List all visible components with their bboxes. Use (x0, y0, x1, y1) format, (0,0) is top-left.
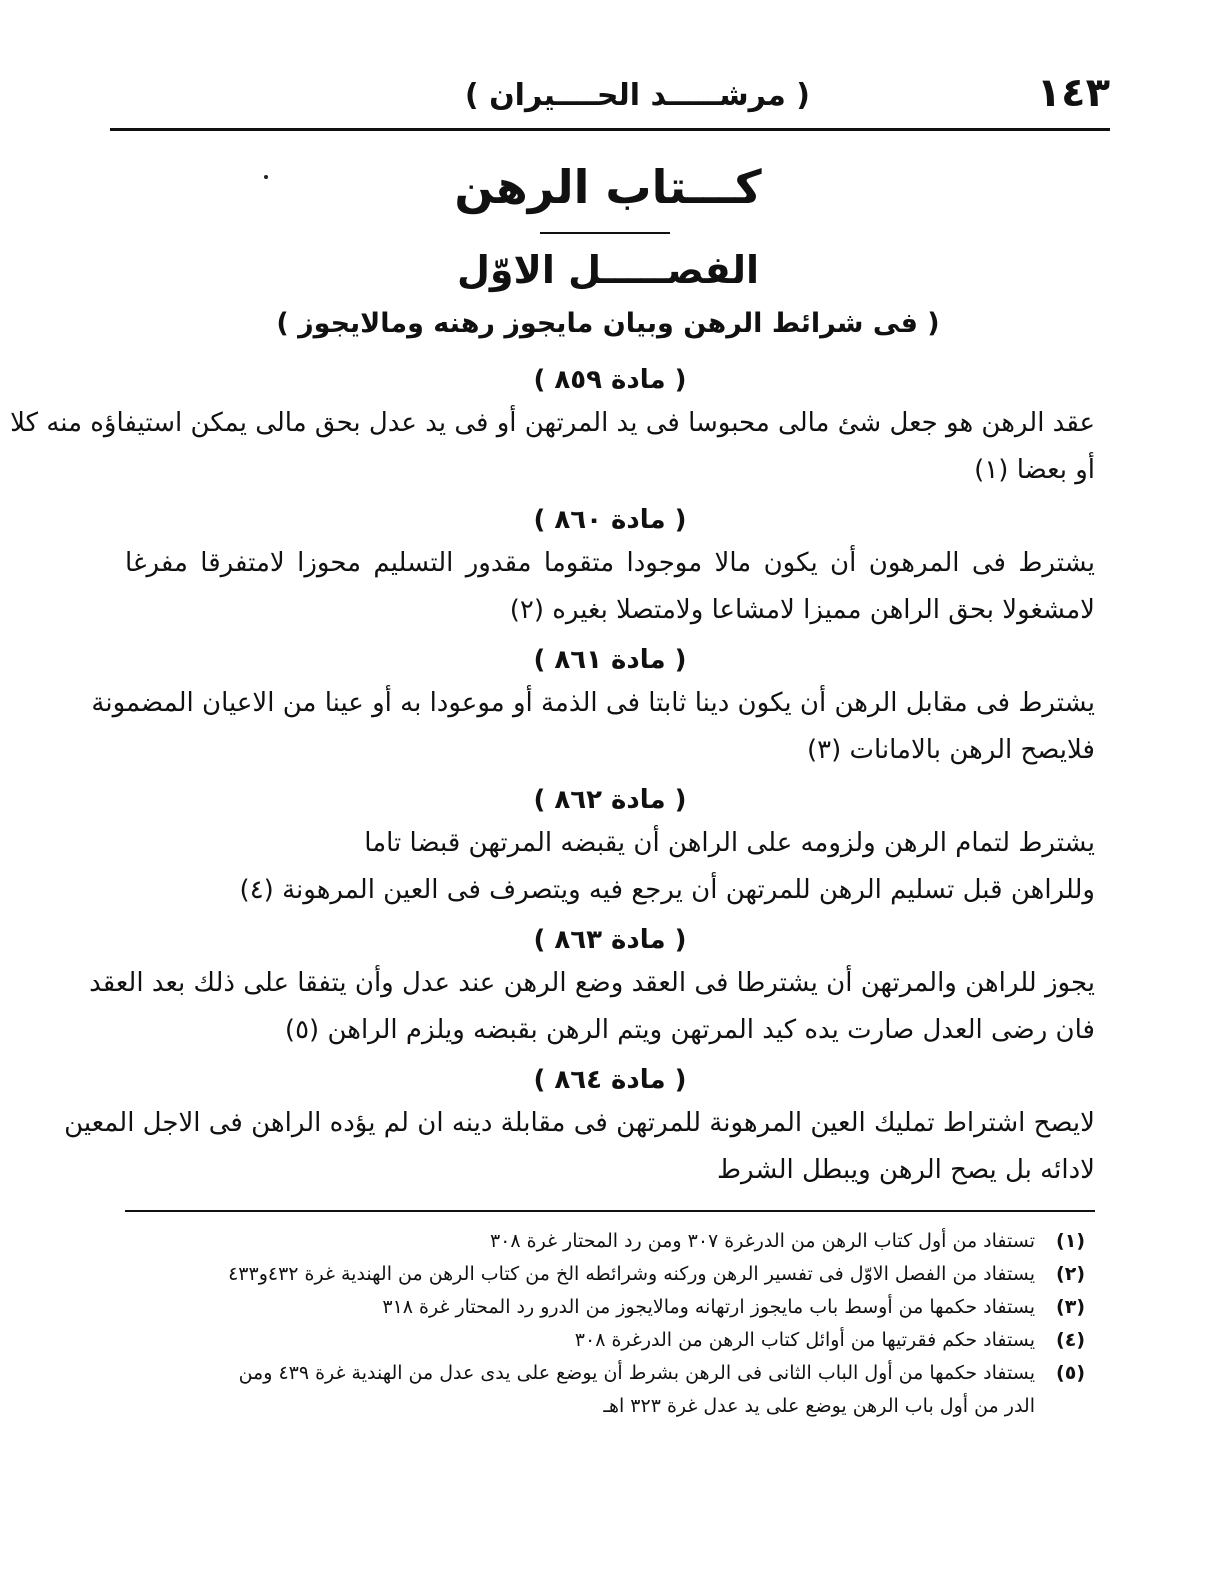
footnote (140, 1357, 1085, 1423)
title-underline (540, 232, 670, 234)
footnote-divider (125, 1210, 1095, 1212)
chapter-title: الفصـــــل الاوّل (456, 248, 760, 292)
footnote-text: يستفاد حكمها من أوسط باب مايجوز ارتهانه ومالايجوز من الدرو رد المحتار غرة ٣١٨ (382, 1296, 1035, 1318)
running-title: ( مرشـــــد الحــــيران ) (464, 78, 810, 113)
footnotes-section (140, 1225, 1085, 1423)
article-heading: ( مادة ٨٦٤ ) (533, 1065, 687, 1095)
footnote (140, 1291, 1085, 1324)
article-text-line: لامشغولا بحق الراهن مميزا لامشاعا ولامتصلا بغيره (٢) (509, 595, 1095, 625)
article (91, 640, 1095, 774)
page-number: ١٤٣ (1036, 70, 1110, 116)
article-text-line: يجوز للراهن والمرتهن أن يشترطا فى العقد وضع الرهن عند عدل وأن يتفقا على ذلك بعد العقد (89, 968, 1095, 998)
article-heading: ( مادة ٨٦٢ ) (533, 785, 687, 815)
footnote-text: الدر من أول باب الرهن يوضع على يد عدل غرة ٣٢٣ اهـ (603, 1395, 1035, 1417)
book-title: كـــتاب الرهن (454, 160, 762, 214)
article (10, 360, 1095, 494)
article (125, 780, 1095, 914)
article-heading: ( مادة ٨٦١ ) (533, 645, 687, 675)
footnote-marker: (١) (1056, 1230, 1085, 1252)
article-text-line: فلايصح الرهن بالامانات (٣) (806, 735, 1095, 765)
article-text-line: يشترط لتمام الرهن ولزومه على الراهن أن يقبضه المرتهن قبضا تاما (364, 828, 1095, 858)
article-heading: ( مادة ٨٦٠ ) (533, 505, 687, 535)
article (125, 500, 1095, 634)
article-heading: ( مادة ٨٦٣ ) (533, 925, 687, 955)
footnote (140, 1258, 1085, 1291)
footnote-text: يستفاد حكم فقرتيها من أوائل كتاب الرهن من الدرغرة ٣٠٨ (574, 1329, 1035, 1351)
footnote-marker: (٥) (1056, 1362, 1085, 1384)
header-divider (110, 128, 1110, 131)
page-header (110, 70, 1110, 130)
article-text-line: يشترط فى المرهون أن يكون مالا موجودا متقوما مقدور التسليم محوزا لامتفرقا مفرغا (125, 548, 1095, 578)
article-text-line: فان رضى العدل صارت يده كيد المرتهن ويتم الرهن بقبضه ويلزم الراهن (٥) (284, 1015, 1095, 1045)
article-text-line: أو بعضا (١) (974, 455, 1095, 485)
chapter-subtitle: ( فى شرائط الرهن وبيان مايجوز رهنه ومالايجوز ) (276, 308, 940, 339)
article (89, 920, 1095, 1054)
footnote-text: تستفاد من أول كتاب الرهن من الدرغرة ٣٠٧ ومن رد المحتار غرة ٣٠٨ (489, 1230, 1035, 1252)
footnote-marker: (٤) (1056, 1329, 1085, 1351)
footnote (140, 1324, 1085, 1357)
article-text-line: لايصح اشتراط تمليك العين المرهونة للمرتهن فى مقابلة دينه ان لم يؤده الراهن فى الاجل المعين (64, 1108, 1095, 1138)
article-text-line: عقد الرهن هو جعل شئ مالى محبوسا فى يد المرتهن أو فى يد عدل بحق مالى يمكن استيفاؤه منه كلا (10, 408, 1095, 438)
article (64, 1060, 1095, 1194)
article-text-line: يشترط فى مقابل الرهن أن يكون دينا ثابتا فى الذمة أو موعودا به أو عينا من الاعيان المضمونة (91, 688, 1095, 718)
footnote-marker: (٣) (1056, 1296, 1085, 1318)
articles-section (10, 360, 1095, 1194)
article-heading: ( مادة ٨٥٩ ) (533, 365, 687, 395)
article-text-line: وللراهن قبل تسليم الرهن للمرتهن أن يرجع فيه ويتصرف فى العين المرهونة (٤) (239, 875, 1095, 905)
footnote (140, 1225, 1085, 1258)
footnote-marker: (٢) (1056, 1263, 1085, 1285)
footnote-text: يستفاد حكمها من أول الباب الثانى فى الرهن بشرط أن يوضع على يدى عدل من الهندية غرة ٤٣٩ ومن (238, 1362, 1035, 1384)
footnote-text: يستفاد من الفصل الاوّل فى تفسير الرهن وركنه وشرائطه الخ من كتاب الرهن من الهندية غرة ٤٣٢و٤٣٣ (228, 1263, 1035, 1285)
article-text-line: لادائه بل يصح الرهن ويبطل الشرط (716, 1155, 1095, 1185)
